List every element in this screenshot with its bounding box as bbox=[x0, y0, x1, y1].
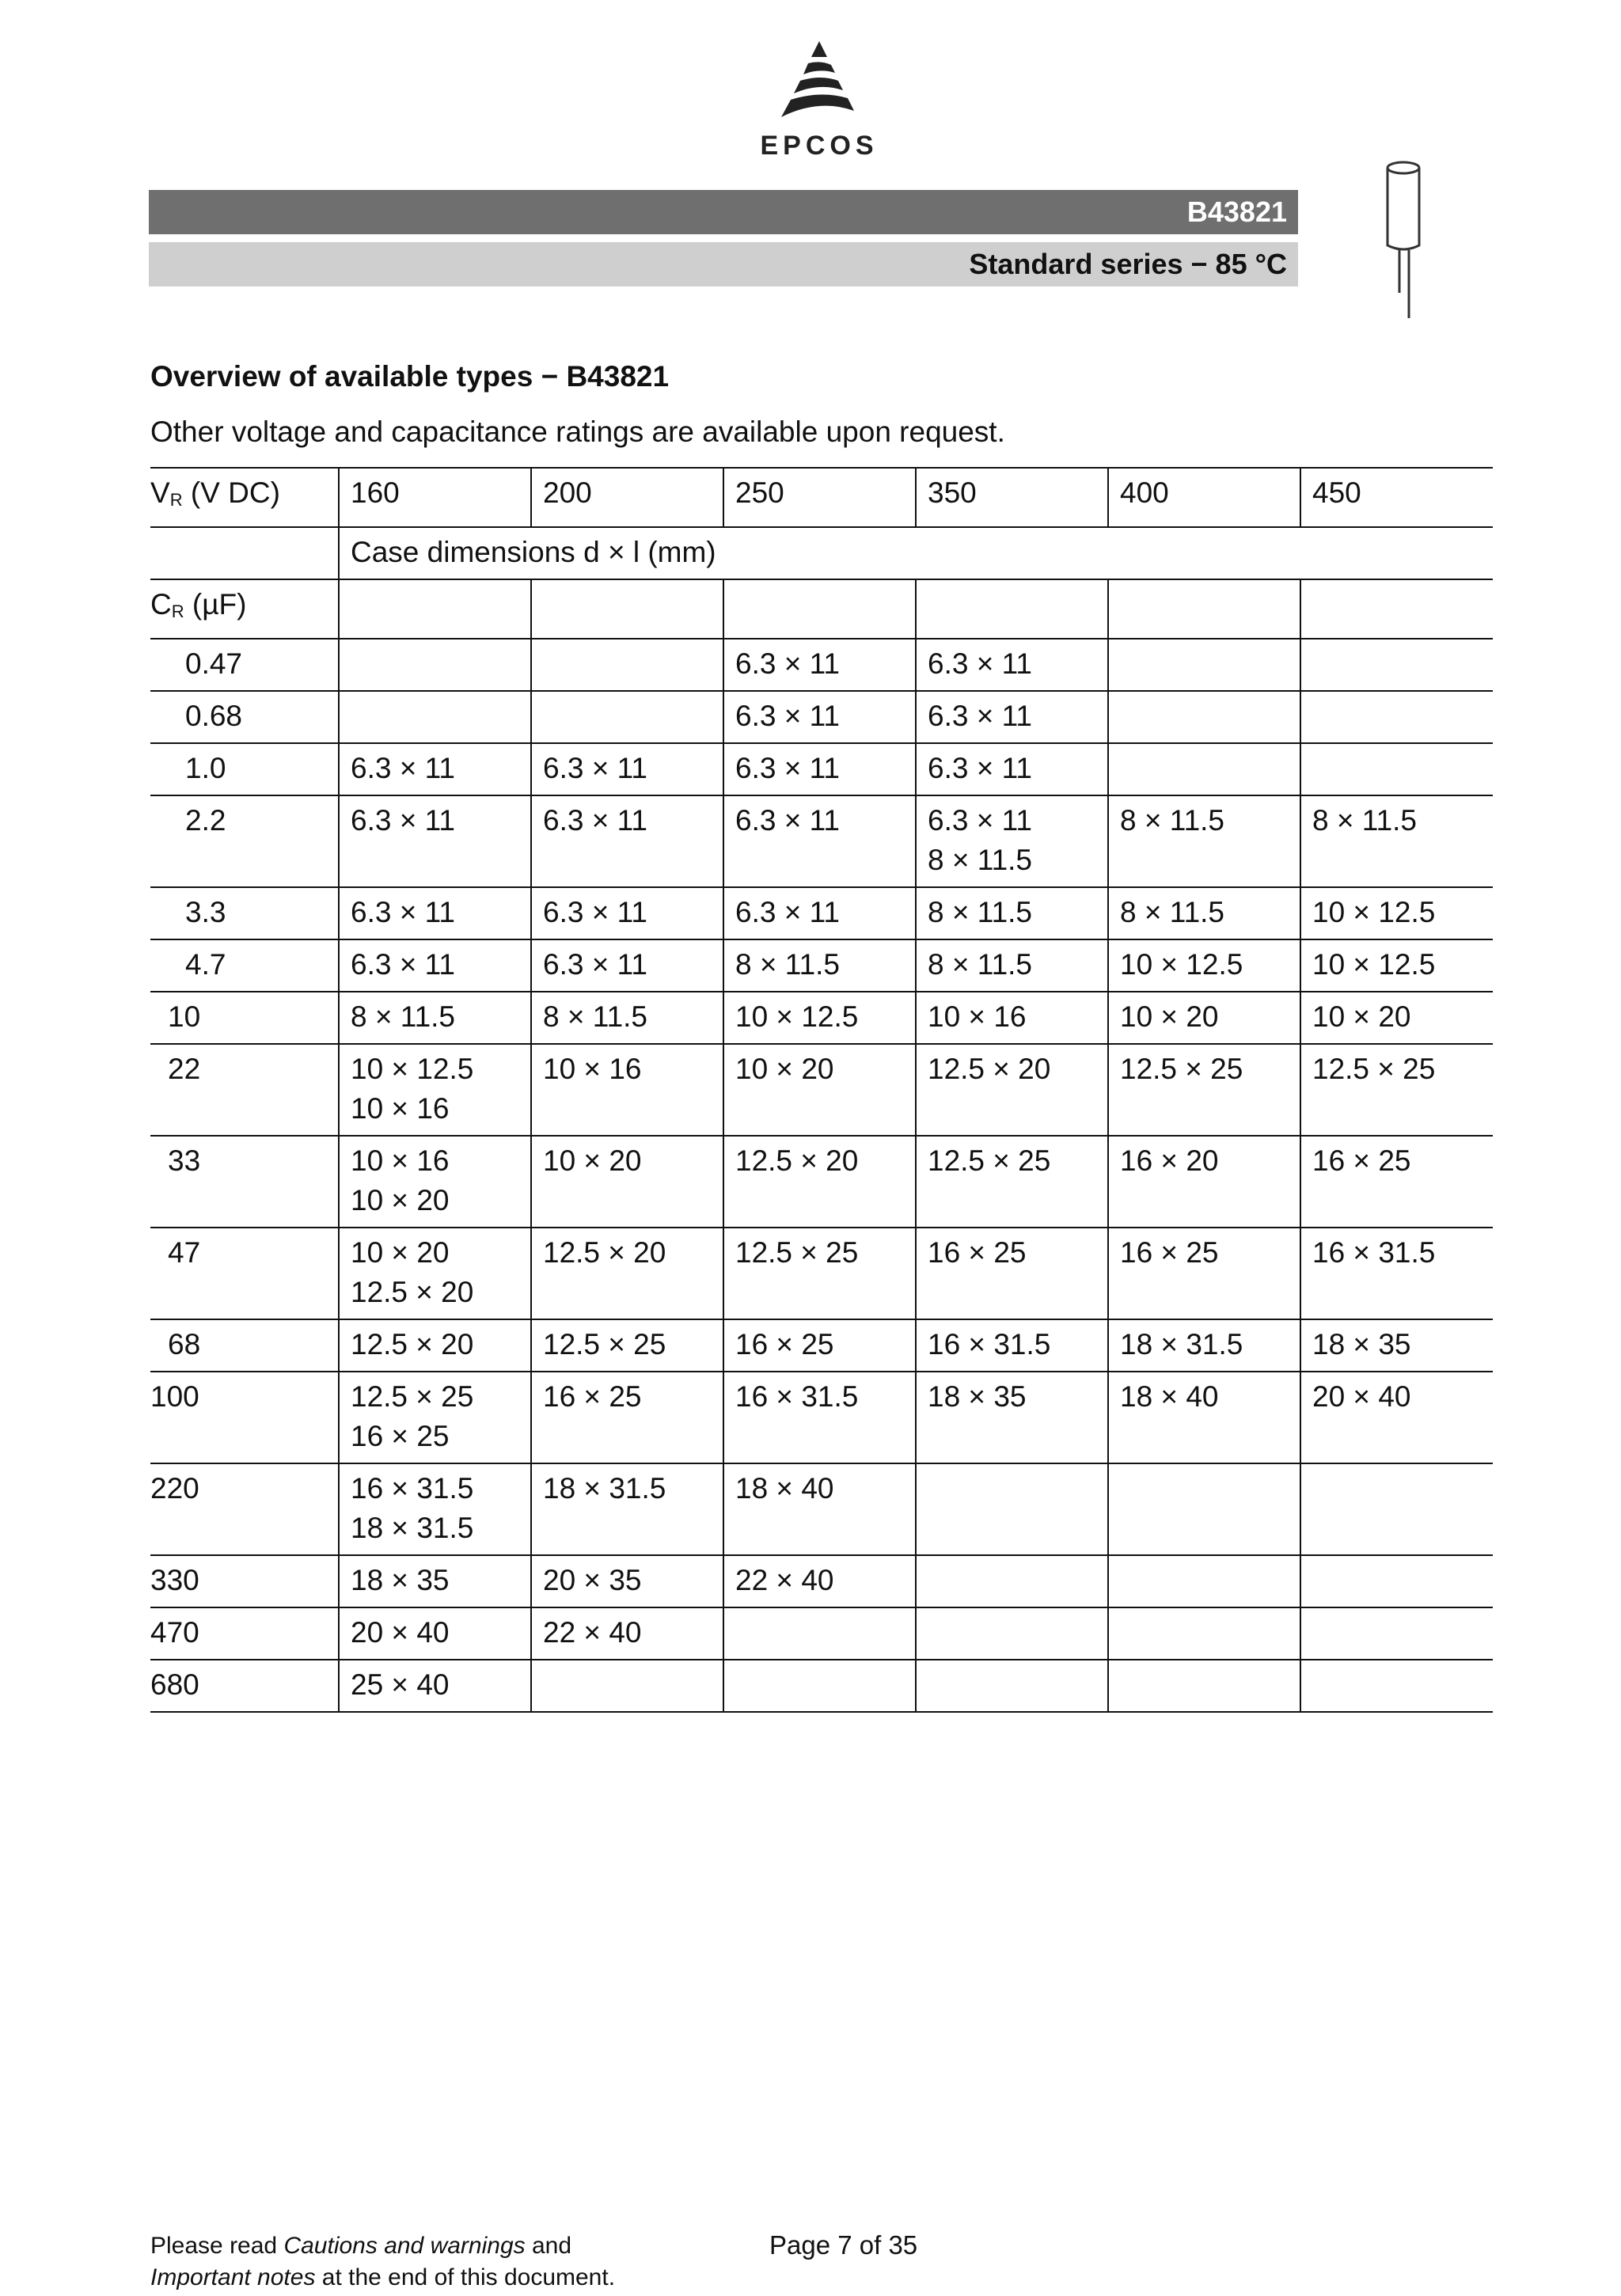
dimension-cell: 6.3 × 11 bbox=[723, 691, 916, 743]
dimension-cell: 18 × 35 bbox=[916, 1372, 1108, 1463]
dimension-line: 12.5 × 25 bbox=[351, 1380, 474, 1413]
dimension-cell: 6.3 × 11 bbox=[723, 639, 916, 691]
part-number: B43821 bbox=[1186, 195, 1287, 228]
capacitor-icon bbox=[1376, 157, 1431, 323]
dimension-cell bbox=[916, 1555, 1108, 1607]
dimension-cell bbox=[916, 1463, 1108, 1555]
dimension-cell: 6.3 × 11 bbox=[916, 691, 1108, 743]
dimension-cell: 6.3 × 11 bbox=[723, 887, 916, 939]
dimension-cell: 6.3 × 11 bbox=[339, 939, 531, 992]
empty-cell bbox=[1108, 579, 1300, 639]
capacitance-cell: 10 bbox=[150, 992, 339, 1044]
epcos-logo bbox=[752, 40, 886, 166]
cr-symbol: C bbox=[150, 588, 172, 620]
table-row bbox=[150, 939, 1493, 992]
footer-note-suffix: at the end of this document. bbox=[315, 2264, 616, 2290]
dimension-cell: 12.5 × 25 bbox=[723, 1228, 916, 1319]
dimension-cell: 8 × 11.5 bbox=[1108, 795, 1300, 887]
dimension-cell: 6.3 × 11 bbox=[339, 795, 531, 887]
dimension-cell: 18 × 40 bbox=[723, 1463, 916, 1555]
dimension-cell: 22 × 40 bbox=[723, 1555, 916, 1607]
capacitance-header-row bbox=[150, 579, 1493, 639]
section-title: Overview of available types − B43821 bbox=[150, 360, 670, 393]
capacitance-cell: 1.0 bbox=[150, 743, 339, 795]
voltage-cell: 450 bbox=[1300, 468, 1493, 527]
dimension-cell: 10 × 12.5 bbox=[1300, 887, 1493, 939]
table-row bbox=[150, 887, 1493, 939]
dimension-cell: 16 × 25 bbox=[723, 1319, 916, 1372]
dimension-cell: 18 × 35 bbox=[339, 1555, 531, 1607]
empty-cell bbox=[339, 579, 531, 639]
table-row bbox=[150, 1555, 1493, 1607]
dimension-cell: 12.5 × 25 bbox=[1300, 1044, 1493, 1136]
case-caption-row bbox=[150, 527, 1493, 579]
dimension-cell: 12.5 × 20 bbox=[531, 1228, 723, 1319]
empty-cell bbox=[150, 527, 339, 579]
dimension-cell: 16 × 25 bbox=[916, 1228, 1108, 1319]
epcos-triangle-icon bbox=[772, 40, 867, 128]
footer-cautions-ref: Cautions and warnings bbox=[283, 2233, 526, 2259]
dimension-line: 10 × 16 bbox=[351, 1092, 450, 1125]
dimension-cell bbox=[339, 1044, 531, 1136]
dimension-line: 8 × 11.5 bbox=[928, 844, 1033, 876]
footer-important-ref: Important notes bbox=[150, 2264, 316, 2290]
dimension-cell: 18 × 40 bbox=[1108, 1372, 1300, 1463]
dimension-cell: 12.5 × 25 bbox=[1108, 1044, 1300, 1136]
voltage-header-row bbox=[150, 468, 1493, 527]
dimension-cell: 10 × 20 bbox=[1300, 992, 1493, 1044]
dimension-cell bbox=[1300, 1607, 1493, 1660]
table-row bbox=[150, 795, 1493, 887]
capacitance-cell: 3.3 bbox=[150, 887, 339, 939]
empty-cell bbox=[916, 579, 1108, 639]
dimension-cell bbox=[1108, 691, 1300, 743]
capacitance-cell: 2.2 bbox=[150, 795, 339, 887]
dimension-cell: 16 × 25 bbox=[531, 1372, 723, 1463]
dimension-cell: 6.3 × 11 bbox=[531, 939, 723, 992]
capacitance-cell: 0.68 bbox=[150, 691, 339, 743]
dimension-cell: 22 × 40 bbox=[531, 1607, 723, 1660]
table-row bbox=[150, 1136, 1493, 1228]
dimension-line: 10 × 12.5 bbox=[351, 1053, 474, 1085]
table-row bbox=[150, 1463, 1493, 1555]
dimension-cell bbox=[1300, 1555, 1493, 1607]
dimension-cell: 10 × 16 bbox=[916, 992, 1108, 1044]
voltage-cell: 200 bbox=[531, 468, 723, 527]
table-row bbox=[150, 1044, 1493, 1136]
dimension-cell bbox=[1300, 639, 1493, 691]
capacitance-cell: 22 bbox=[150, 1044, 339, 1136]
table-row bbox=[150, 639, 1493, 691]
page-number: Page 7 of 35 bbox=[769, 2230, 918, 2260]
series-bar bbox=[149, 242, 1298, 287]
voltage-cell: 400 bbox=[1108, 468, 1300, 527]
dimension-cell bbox=[1108, 1660, 1300, 1712]
dimension-cell bbox=[531, 1660, 723, 1712]
dimension-cell bbox=[723, 1660, 916, 1712]
dimension-cell bbox=[1300, 1660, 1493, 1712]
dimension-cell: 20 × 40 bbox=[1300, 1372, 1493, 1463]
section-intro: Other voltage and capacitance ratings are available upon request. bbox=[150, 416, 1005, 448]
dimension-cell: 16 × 31.5 bbox=[1300, 1228, 1493, 1319]
dimension-cell: 12.5 × 20 bbox=[916, 1044, 1108, 1136]
brand-name: EPCOS bbox=[760, 131, 879, 161]
dimension-cell: 6.3 × 11 bbox=[339, 743, 531, 795]
capacitance-cell: 470 bbox=[150, 1607, 339, 1660]
dimension-line: 16 × 31.5 bbox=[351, 1472, 474, 1505]
empty-cell bbox=[531, 579, 723, 639]
dimension-cell: 20 × 40 bbox=[339, 1607, 531, 1660]
case-dimensions-caption: Case dimensions d × l (mm) bbox=[339, 527, 1493, 579]
dimension-cell: 10 × 16 bbox=[531, 1044, 723, 1136]
dimension-cell: 8 × 11.5 bbox=[1300, 795, 1493, 887]
capacitance-cell: 33 bbox=[150, 1136, 339, 1228]
dimension-cell bbox=[339, 1228, 531, 1319]
vr-header-cell bbox=[150, 468, 339, 527]
dimension-cell: 8 × 11.5 bbox=[339, 992, 531, 1044]
dimension-line: 6.3 × 11 bbox=[928, 804, 1033, 837]
dimension-cell: 16 × 31.5 bbox=[723, 1372, 916, 1463]
table-row bbox=[150, 1660, 1493, 1712]
vr-symbol: V bbox=[150, 476, 170, 509]
table-row bbox=[150, 1372, 1493, 1463]
dimension-cell: 6.3 × 11 bbox=[531, 795, 723, 887]
dimension-cell bbox=[1108, 639, 1300, 691]
dimension-cell: 6.3 × 11 bbox=[723, 795, 916, 887]
dimension-cell: 12.5 × 25 bbox=[916, 1136, 1108, 1228]
dimension-cell bbox=[723, 1607, 916, 1660]
dimension-cell: 18 × 31.5 bbox=[1108, 1319, 1300, 1372]
dimension-cell bbox=[339, 1136, 531, 1228]
dimension-cell: 12.5 × 20 bbox=[339, 1319, 531, 1372]
table-row bbox=[150, 1607, 1493, 1660]
dimension-cell bbox=[1108, 1463, 1300, 1555]
part-number-bar bbox=[149, 190, 1298, 234]
dimension-line: 12.5 × 20 bbox=[351, 1276, 474, 1308]
series-title: Standard series − 85 °C bbox=[969, 248, 1287, 280]
dimension-cell: 16 × 20 bbox=[1108, 1136, 1300, 1228]
dimension-cell bbox=[339, 691, 531, 743]
dimension-cell: 10 × 20 bbox=[1108, 992, 1300, 1044]
dimension-cell bbox=[531, 691, 723, 743]
footer-note-prefix: Please read bbox=[150, 2233, 284, 2259]
table-row bbox=[150, 1228, 1493, 1319]
dimension-cell: 16 × 25 bbox=[1108, 1228, 1300, 1319]
vr-unit: (V DC) bbox=[182, 476, 280, 509]
footer-note-and: and bbox=[525, 2233, 572, 2259]
dimension-line: 10 × 20 bbox=[351, 1184, 450, 1216]
dimension-line: 10 × 16 bbox=[351, 1144, 450, 1177]
voltage-cell: 350 bbox=[916, 468, 1108, 527]
capacitance-cell: 220 bbox=[150, 1463, 339, 1555]
table-row bbox=[150, 992, 1493, 1044]
dimension-cell bbox=[339, 1463, 531, 1555]
dimension-cell: 10 × 12.5 bbox=[723, 992, 916, 1044]
dimension-cell: 20 × 35 bbox=[531, 1555, 723, 1607]
capacitance-cell: 68 bbox=[150, 1319, 339, 1372]
capacitance-cell: 100 bbox=[150, 1372, 339, 1463]
dimension-cell: 10 × 20 bbox=[531, 1136, 723, 1228]
table-row bbox=[150, 743, 1493, 795]
dimension-cell: 8 × 11.5 bbox=[916, 887, 1108, 939]
dimension-cell bbox=[916, 1660, 1108, 1712]
empty-cell bbox=[1300, 579, 1493, 639]
dimension-cell: 6.3 × 11 bbox=[531, 887, 723, 939]
dimension-cell: 16 × 25 bbox=[1300, 1136, 1493, 1228]
dimension-cell: 10 × 12.5 bbox=[1300, 939, 1493, 992]
dimension-cell bbox=[1300, 1463, 1493, 1555]
capacitance-cell: 4.7 bbox=[150, 939, 339, 992]
dimension-cell: 18 × 35 bbox=[1300, 1319, 1493, 1372]
dimension-line: 18 × 31.5 bbox=[351, 1512, 474, 1544]
capacitance-cell: 330 bbox=[150, 1555, 339, 1607]
voltage-cell: 250 bbox=[723, 468, 916, 527]
dimension-cell: 8 × 11.5 bbox=[531, 992, 723, 1044]
dimension-cell bbox=[1108, 1607, 1300, 1660]
cr-subscript: R bbox=[171, 602, 184, 621]
capacitance-cell: 0.47 bbox=[150, 639, 339, 691]
dimension-cell: 6.3 × 11 bbox=[339, 887, 531, 939]
dimension-cell bbox=[916, 795, 1108, 887]
dimension-cell: 6.3 × 11 bbox=[723, 743, 916, 795]
capacitance-cell: 680 bbox=[150, 1660, 339, 1712]
dimension-line: 10 × 20 bbox=[351, 1236, 450, 1269]
dimension-line: 16 × 25 bbox=[351, 1420, 450, 1452]
table-row bbox=[150, 691, 1493, 743]
footer-note bbox=[150, 2230, 615, 2294]
dimension-cell bbox=[339, 639, 531, 691]
dimension-cell: 6.3 × 11 bbox=[916, 743, 1108, 795]
voltage-cell: 160 bbox=[339, 468, 531, 527]
dimension-cell bbox=[339, 1372, 531, 1463]
dimension-cell: 12.5 × 20 bbox=[723, 1136, 916, 1228]
dimension-cell bbox=[531, 639, 723, 691]
cr-unit: (µF) bbox=[184, 588, 247, 620]
types-table bbox=[150, 467, 1493, 1713]
dimension-cell bbox=[916, 1607, 1108, 1660]
dimension-cell bbox=[1108, 1555, 1300, 1607]
dimension-cell: 18 × 31.5 bbox=[531, 1463, 723, 1555]
dimension-cell: 6.3 × 11 bbox=[531, 743, 723, 795]
table-row bbox=[150, 1319, 1493, 1372]
dimension-cell: 8 × 11.5 bbox=[1108, 887, 1300, 939]
dimension-cell: 6.3 × 11 bbox=[916, 639, 1108, 691]
empty-cell bbox=[723, 579, 916, 639]
dimension-cell bbox=[1300, 691, 1493, 743]
dimension-cell: 8 × 11.5 bbox=[723, 939, 916, 992]
vr-subscript: R bbox=[169, 490, 183, 510]
dimension-cell: 8 × 11.5 bbox=[916, 939, 1108, 992]
dimension-cell: 25 × 40 bbox=[339, 1660, 531, 1712]
dimension-cell: 10 × 20 bbox=[723, 1044, 916, 1136]
capacitance-cell: 47 bbox=[150, 1228, 339, 1319]
dimension-cell bbox=[1108, 743, 1300, 795]
dimension-cell: 16 × 31.5 bbox=[916, 1319, 1108, 1372]
dimension-cell bbox=[1300, 743, 1493, 795]
cr-header-cell bbox=[150, 579, 339, 639]
dimension-cell: 10 × 12.5 bbox=[1108, 939, 1300, 992]
dimension-cell: 12.5 × 25 bbox=[531, 1319, 723, 1372]
